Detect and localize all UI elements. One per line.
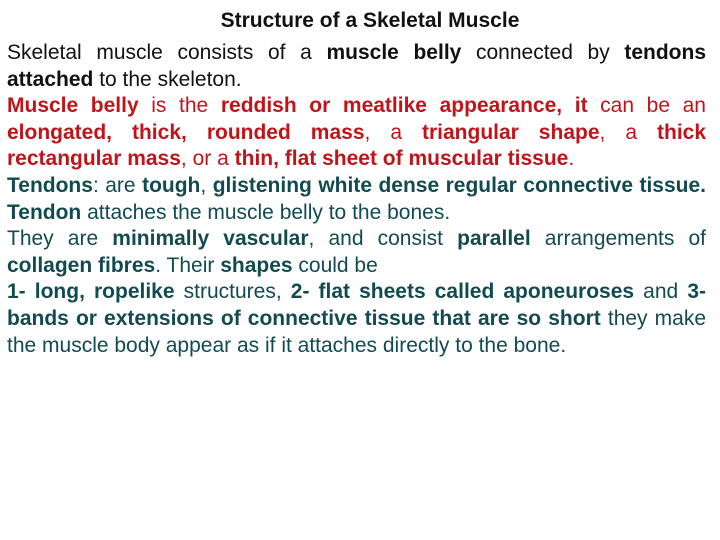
term-muscle-belly-heading: Muscle belly bbox=[7, 94, 139, 118]
belly-text: , a bbox=[364, 120, 422, 144]
vascular-text: They are bbox=[7, 227, 113, 251]
intro-text: Skeletal muscle consists of a bbox=[7, 41, 327, 64]
term-rectangular-mass: thick rectangular mass bbox=[7, 120, 707, 171]
term-tough: tough bbox=[142, 173, 201, 197]
term-elongated-mass: elongated, thick, rounded mass bbox=[7, 120, 365, 144]
term-muscle-belly: muscle belly bbox=[326, 41, 462, 64]
slide-title: Structure of a Skeletal Muscle bbox=[220, 9, 520, 32]
vascular-text: , and consist bbox=[308, 227, 458, 251]
term-flat-sheet: thin, flat sheet of muscular tissue bbox=[234, 147, 569, 171]
term-connective-tissue: glistening white dense regular connective tissue. Tendon bbox=[7, 173, 706, 224]
paragraph-skeletal-muscle-intro bbox=[7, 40, 706, 93]
tendons-text: : are bbox=[92, 173, 143, 197]
intro-text: to the skeleton. bbox=[93, 67, 242, 91]
term-long-ropelike: 1- long, ropelike bbox=[7, 280, 175, 304]
intro-text: connected by bbox=[461, 41, 625, 64]
paragraph-shape-list bbox=[7, 279, 706, 359]
paragraph-tendons bbox=[7, 173, 706, 226]
belly-text: is the bbox=[138, 94, 221, 118]
vascular-text: arrangements of bbox=[530, 227, 706, 251]
term-collagen-fibres: collagen fibres bbox=[7, 253, 156, 277]
vascular-text: could be bbox=[292, 253, 378, 277]
paragraph-vascular bbox=[7, 226, 706, 279]
term-shapes: shapes bbox=[220, 253, 293, 277]
belly-text: can be an bbox=[587, 94, 706, 118]
shape-list-text: they make the muscle body appear as if it attaches directly to the bone. bbox=[7, 306, 707, 357]
term-parallel: parallel bbox=[457, 227, 531, 251]
paragraph-muscle-belly bbox=[7, 93, 706, 173]
belly-text: . bbox=[568, 147, 575, 171]
shape-list-text: and bbox=[634, 280, 688, 304]
term-aponeuroses: 2- flat sheets called aponeuroses bbox=[290, 280, 635, 304]
term-reddish-appearance: reddish or meatlike appearance, it bbox=[220, 94, 588, 118]
term-tendons: Tendons bbox=[7, 173, 93, 197]
slide-body bbox=[7, 40, 706, 359]
belly-text: , or a bbox=[180, 147, 235, 171]
tendons-text: attaches the muscle belly to the bones. bbox=[81, 200, 451, 224]
term-minimally-vascular: minimally vascular bbox=[112, 227, 309, 251]
belly-text: , a bbox=[599, 120, 657, 144]
shape-list-text: structures, bbox=[174, 280, 291, 304]
term-triangular-shape: triangular shape bbox=[421, 120, 600, 144]
vascular-text: . Their bbox=[155, 253, 221, 277]
term-tendons-attached: tendons attached bbox=[7, 41, 707, 91]
term-short-bands: 3- bands or extensions of connective tissue that are so short bbox=[7, 280, 707, 330]
tendons-text: , bbox=[200, 173, 213, 197]
